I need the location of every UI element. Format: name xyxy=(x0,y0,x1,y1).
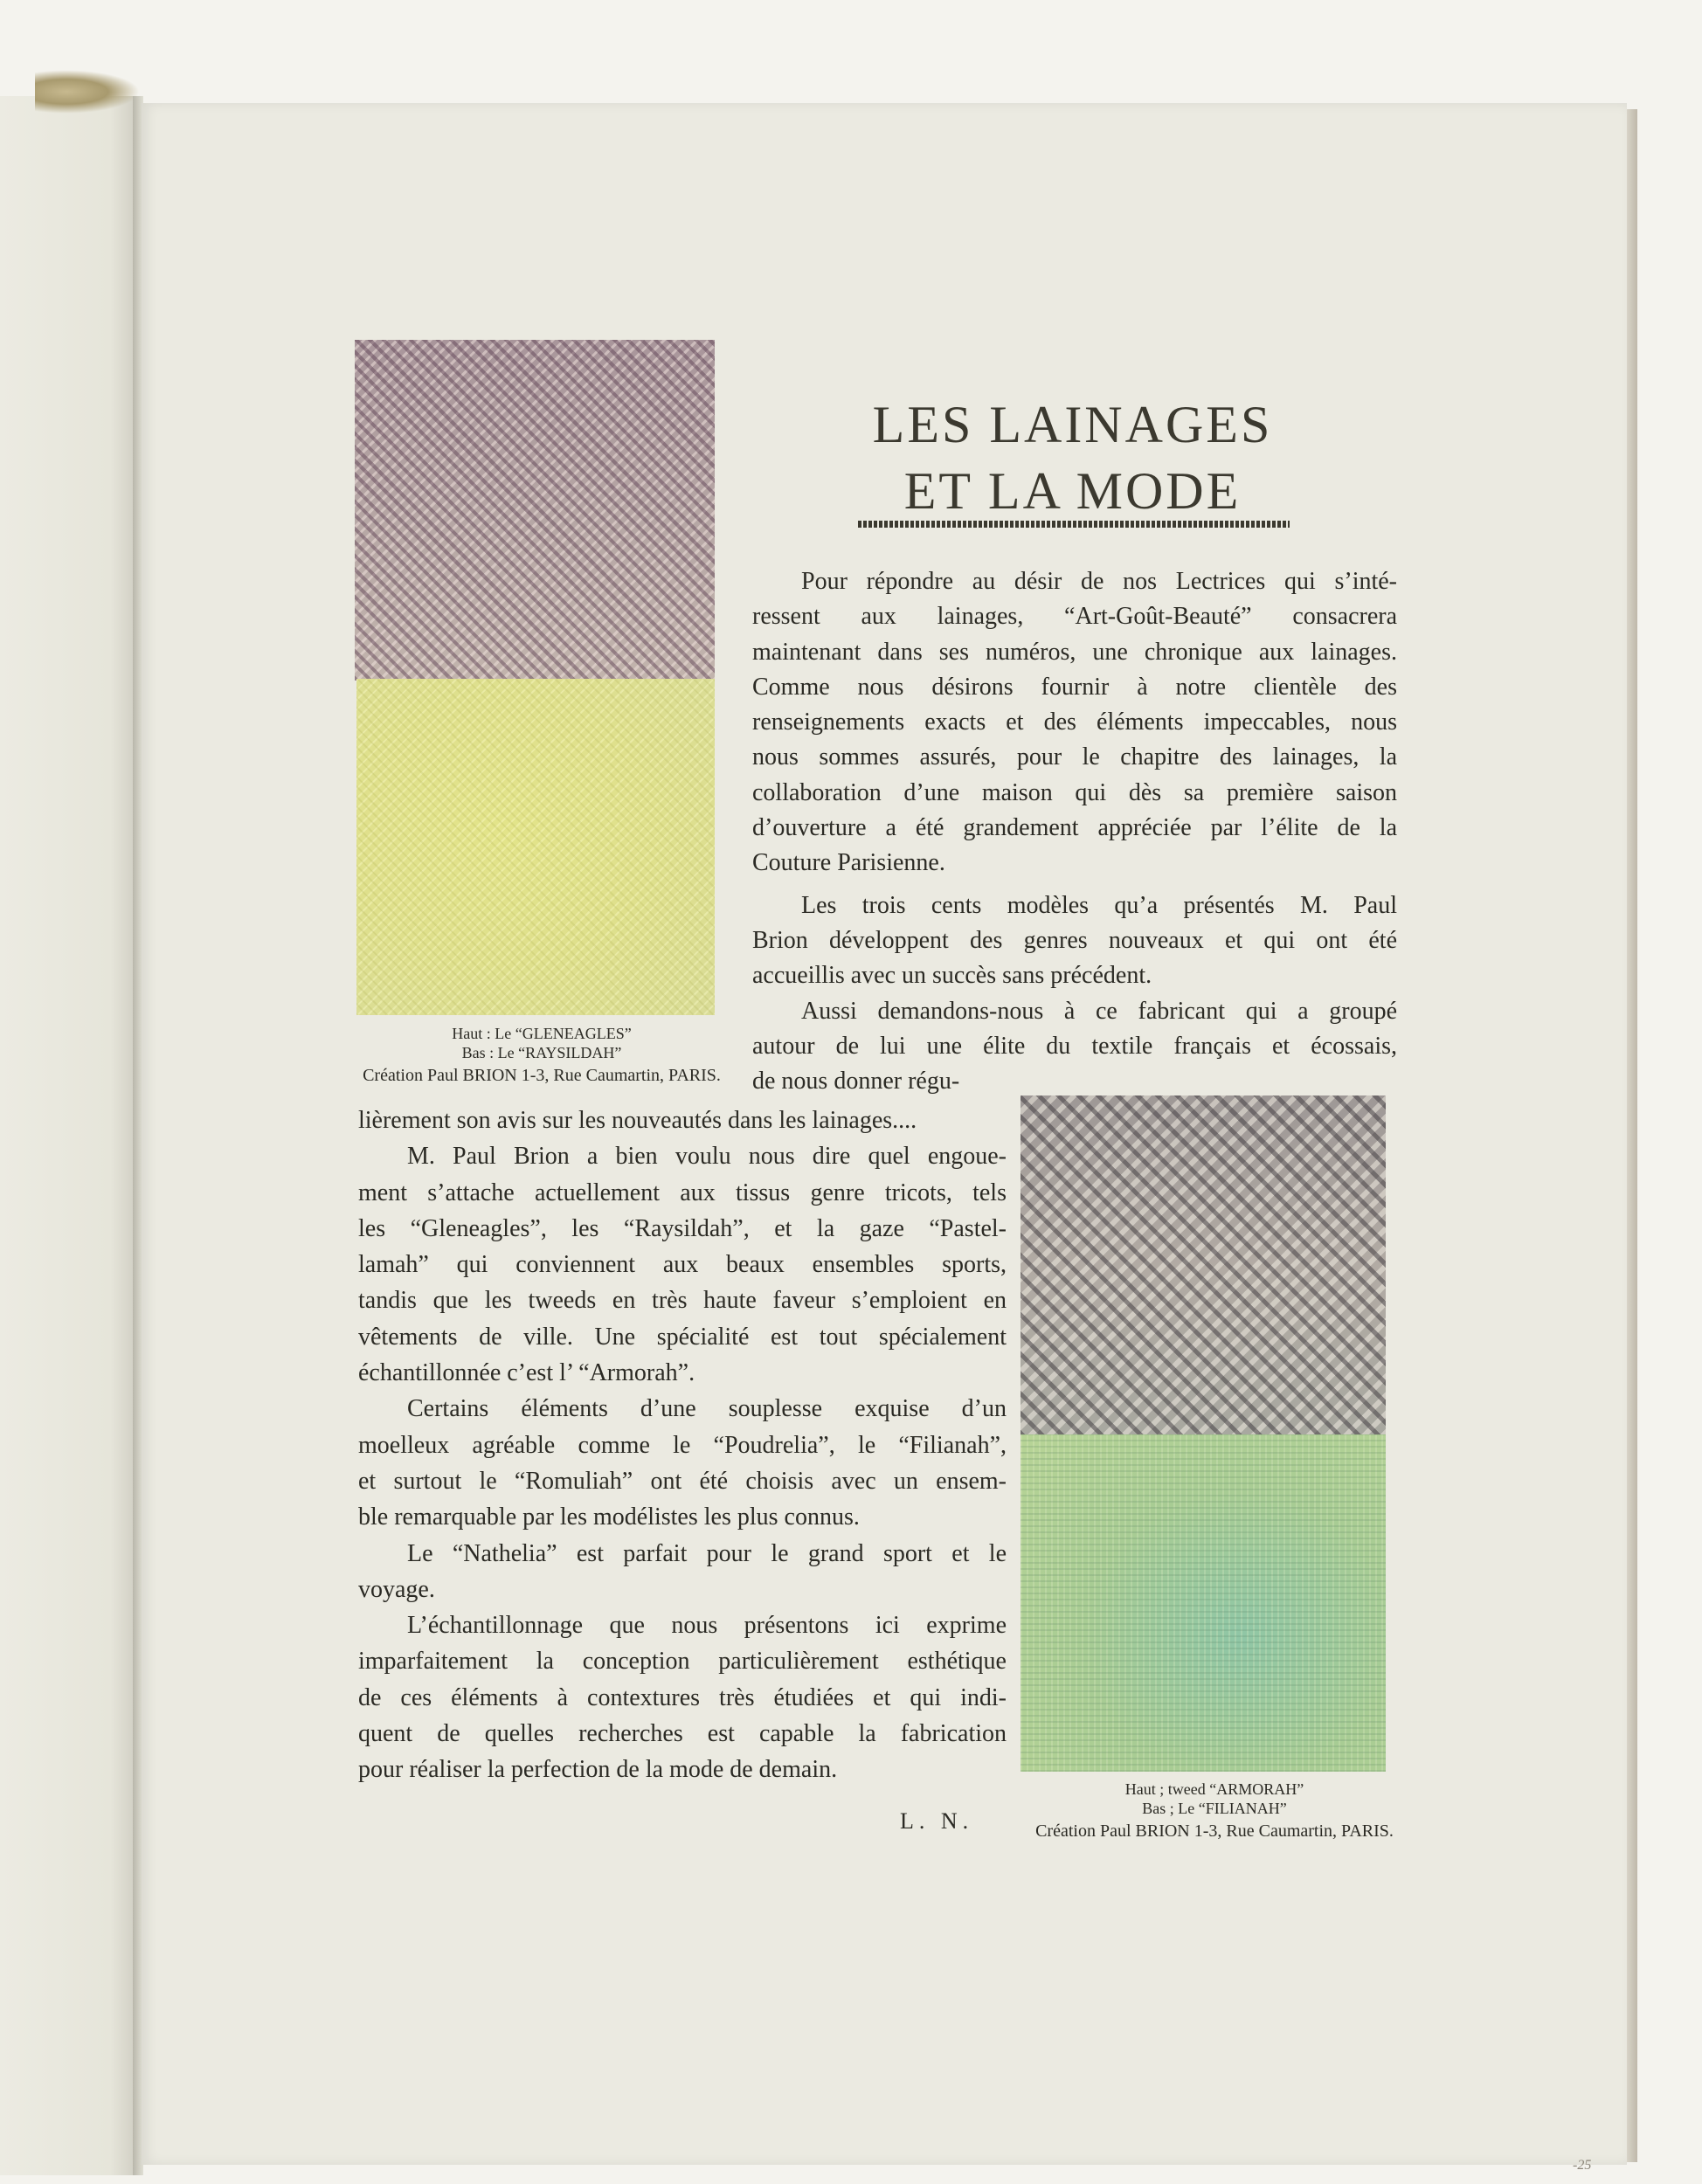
text-line: autour de lui une élite du textile français et écossais, xyxy=(752,1032,1397,1060)
article-title xyxy=(839,391,1306,524)
text-line: lamah” qui conviennent aux beaux ensembles sports, xyxy=(358,1251,1007,1279)
text-line: moelleux agréable comme le “Poudrelia”, le “Filianah”, xyxy=(358,1431,1007,1459)
text-line: lièrement son avis sur les nouveautés dans les lainages.... xyxy=(358,1107,917,1134)
paragraph xyxy=(752,994,1397,1100)
caption-left-bottom: Bas : Le “RAYSILDAH” xyxy=(461,1044,622,1061)
text-line: vêtements de ville. Une spécialité est tout spécialement xyxy=(358,1323,1007,1351)
text-line: ble remarquable par les modélistes les plus connus. xyxy=(358,1503,860,1531)
page-number: -25 xyxy=(1573,2158,1592,2173)
text-line: quent de quelles recherches est capable la fabrication xyxy=(358,1720,1007,1748)
caption-right xyxy=(1014,1780,1415,1841)
text-line: Certains éléments d’une souplesse exquise d’un xyxy=(407,1395,1007,1423)
text-line: Les trois cents modèles qu’a présentés M. Paul xyxy=(801,891,1397,919)
text-line: Le “Nathelia” est parfait pour le grand sport et le xyxy=(407,1539,1007,1567)
title-line-1: LES LAINAGES xyxy=(872,396,1273,453)
caption-left-top: Haut : Le “GLENEAGLES” xyxy=(452,1025,632,1042)
page-stack-edge xyxy=(1627,109,1637,2162)
text-line: les “Gleneagles”, les “Raysildah”, et la gaze “Pastel- xyxy=(358,1214,1007,1242)
text-line: L’échantillonnage que nous présentons ici exprime xyxy=(407,1612,1007,1640)
text-line: échantillonnée c’est l’ “Armorah”. xyxy=(358,1359,695,1387)
fabric-swatch-gleneagles xyxy=(355,340,715,681)
text-line: Couture Parisienne. xyxy=(752,849,945,877)
caption-right-bottom: Bas ; Le “FILIANAH” xyxy=(1142,1800,1287,1817)
text-line: ressent aux lainages, “Art-Goût-Beauté” consacrera xyxy=(752,603,1397,631)
text-line: d’ouverture a été grandement appréciée par l’élite de la xyxy=(752,814,1397,842)
author-initials: L. N. xyxy=(900,1808,974,1834)
text-line: maintenant dans ses numéros, une chronique aux lainages. xyxy=(752,638,1397,666)
text-line: et surtout le “Romuliah” ont été choisis avec un ensem- xyxy=(358,1467,1007,1495)
text-line: renseignements exacts et des éléments impeccables, nous xyxy=(752,708,1397,736)
text-line: nous sommes assurés, pour le chapitre des lainages, la xyxy=(752,743,1397,771)
text-line: collaboration d’une maison qui dès sa première saison xyxy=(752,778,1397,806)
right-text-column xyxy=(752,564,1397,1099)
title-line-2: ET LA MODE xyxy=(903,462,1242,520)
fabric-swatch-raysildah xyxy=(356,679,715,1015)
left-page-edge xyxy=(0,96,138,2175)
text-line: voyage. xyxy=(358,1575,435,1603)
text-line: de ces éléments à contextures très étudiées et qui indi- xyxy=(358,1683,1007,1711)
text-line: imparfaitement la conception particulièrement esthétique xyxy=(358,1648,1007,1676)
text-line: Pour répondre au désir de nos Lectrices qui s’inté- xyxy=(801,568,1397,595)
paragraph xyxy=(358,1391,1007,1535)
text-line: Aussi demandons-nous à ce fabricant qui a groupé xyxy=(801,997,1397,1025)
text-line: accueillis avec un succès sans précédent. xyxy=(752,962,1152,990)
paragraph xyxy=(358,1138,1007,1391)
paragraph xyxy=(358,1102,1007,1138)
caption-right-top: Haut ; tweed “ARMORAH” xyxy=(1124,1780,1304,1798)
binding-thread xyxy=(35,70,140,114)
paragraph xyxy=(358,1607,1007,1787)
caption-right-credit: Création Paul BRION 1-3, Rue Caumartin, PARIS. xyxy=(1035,1821,1394,1841)
fabric-swatch-filianah xyxy=(1021,1434,1386,1772)
text-line: tandis que les tweeds en très haute faveur s’emploient en xyxy=(358,1287,1007,1315)
left-text-column xyxy=(358,1102,1007,1788)
paragraph xyxy=(752,564,1397,881)
text-line: pour réaliser la perfection de la mode de demain. xyxy=(358,1756,838,1784)
text-line: M. Paul Brion a bien voulu nous dire quel engoue- xyxy=(407,1143,1007,1171)
text-line: ment s’attache actuellement aux tissus genre tricots, tels xyxy=(358,1178,1007,1206)
title-dotted-rule xyxy=(858,521,1290,528)
text-line: Brion développent des genres nouveaux et qui ont été xyxy=(752,926,1397,954)
paragraph xyxy=(358,1536,1007,1608)
fabric-swatch-armorah xyxy=(1021,1095,1386,1436)
caption-left xyxy=(349,1024,734,1085)
paragraph xyxy=(752,888,1397,994)
text-line: Comme nous désirons fournir à notre clientèle des xyxy=(752,673,1397,701)
text-line: de nous donner régu- xyxy=(752,1068,960,1095)
caption-left-credit: Création Paul BRION 1-3, Rue Caumartin, PARIS. xyxy=(363,1066,721,1085)
